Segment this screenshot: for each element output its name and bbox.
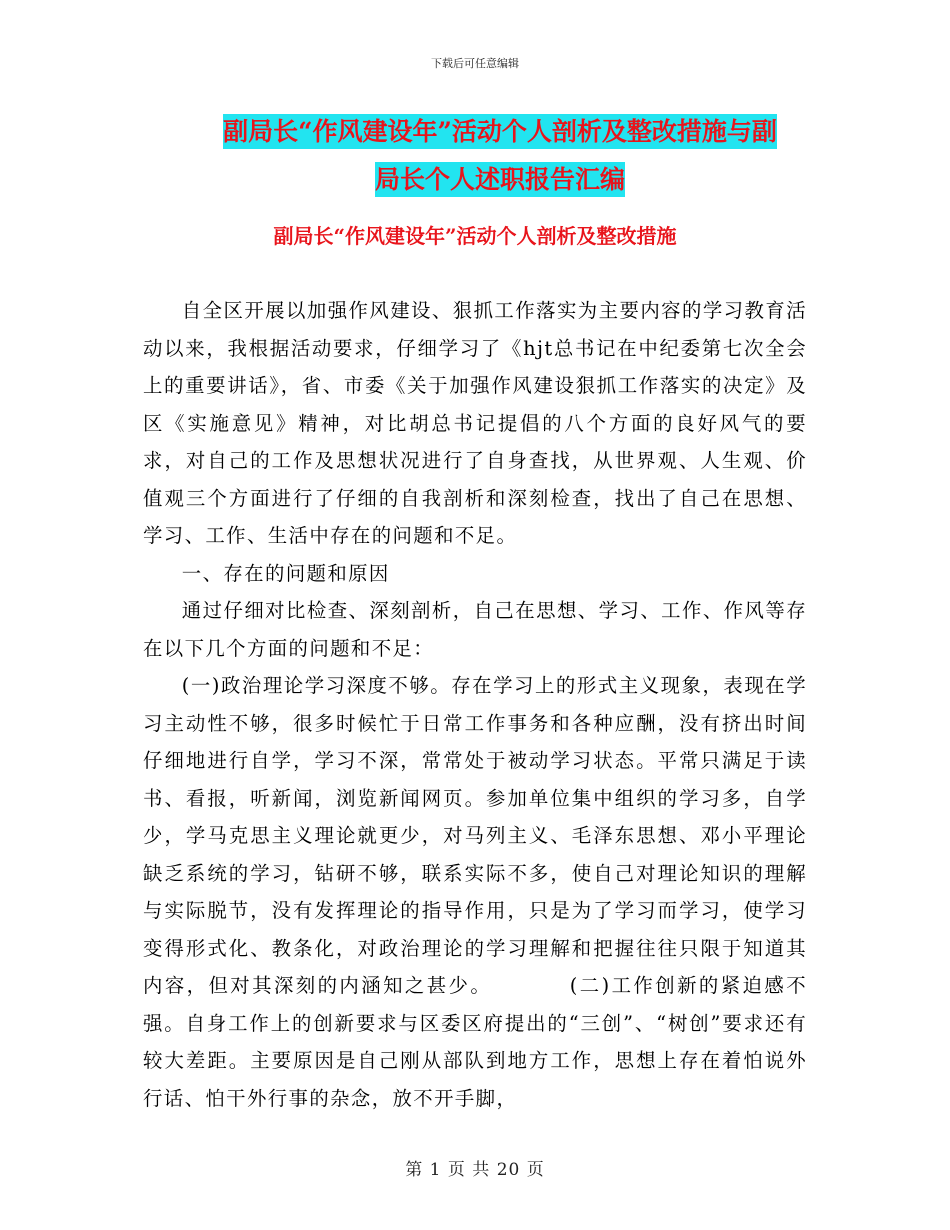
paragraph-problem-1: (一)政治理论学习深度不够。存在学习上的形式主义现象，表现在学习主动性不够，很多时候忙于日常工作事务和各种应酬，没有挤出时间仔细地进行自学，学习不深，常常处于被动学习状态。平常只满足于读书、看报，听新闻，浏览新闻网页。参加单位集中组织的学习多，自学少，学马克思主义理论就更少，对马列主义、毛泽东思想、邓小平理论缺乏系统的学习，钻研不够，联系实际不多，使自己对理论知识的理解与实际脱节，没有发挥理论的指导作用，只是为了学习而学习，使学习变得形式化、教条化，对政治理论的学习理解和把握往往只限于知道其内容，但对其深刻的内涵知之甚少。 (二)工作创新的紧迫感不强。自身工作上的创新要求与区委区府提出的“三创”、“树创”要求还有较大差距。主要原因是自己刚从部队到地方工作，思想上存在着怕说外行话、怕干外行事的杂念，放不开手脚，	[143, 674, 807, 1110]
heading-problems: 一、存在的问题和原因	[181, 561, 390, 585]
paragraph-overview: 通过仔细对比检查、深刻剖析，自己在思想、学习、工作、作风等存在以下几个方面的问题和不足：	[143, 599, 807, 660]
section-title: 副局长“作风建设年”活动个人剖析及整改措施	[273, 224, 677, 248]
body-text	[143, 292, 807, 1117]
header-note: 下载后可任意编辑	[431, 57, 519, 70]
document-title-line-2: 局长个人述职报告汇编	[375, 162, 625, 197]
page-number: 第 1 页 共 20 页	[405, 1160, 545, 1180]
document-title	[140, 108, 860, 204]
document-title-line-1: 副局长“作风建设年”活动个人剖析及整改措施与副	[223, 114, 777, 149]
paragraph-intro: 自全区开展以加强作风建设、狠抓工作落实为主要内容的学习教育活动以来，我根据活动要求，仔细学习了《hjt总书记在中纪委第七次全会上的重要讲话》，省、市委《关于加强作风建设狠抓工作落实的决定》及区《实施意见》精神，对比胡总书记提倡的八个方面的良好风气的要求，对自己的工作及思想状况进行了自身查找，从世界观、人生观、价值观三个方面进行了仔细的自我剖析和深刻检查，找出了自己在思想、学习、工作、生活中存在的问题和不足。	[143, 299, 807, 547]
